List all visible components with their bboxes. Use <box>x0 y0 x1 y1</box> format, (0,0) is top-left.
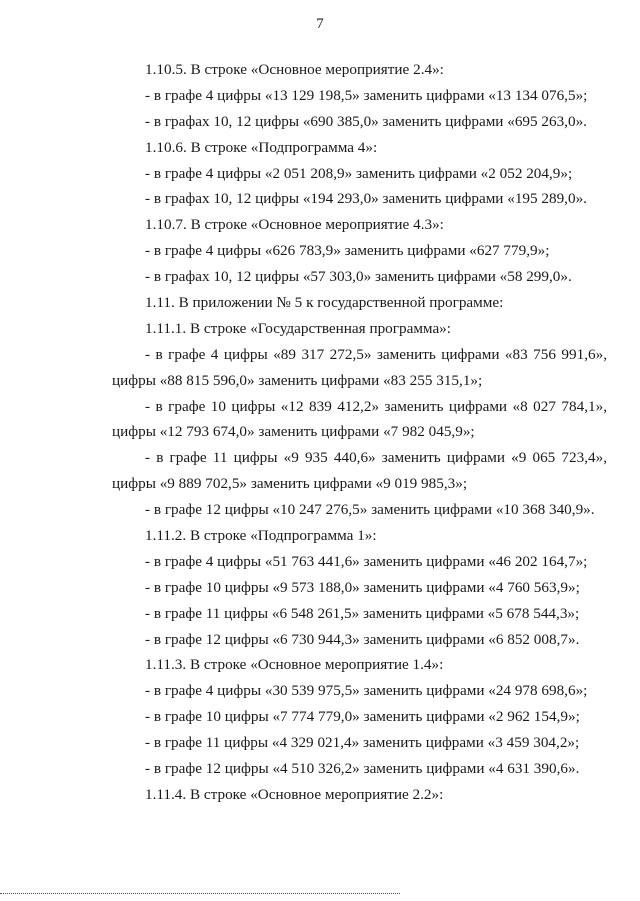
document-line: цифры «12 793 674,0» заменить цифрами «7 982 045,9»; <box>112 423 475 441</box>
document-line: цифры «88 815 596,0» заменить цифрами «83 255 315,1»; <box>112 371 483 389</box>
document-line: 1.10.5. В строке «Основное мероприятие 2.4»: <box>145 61 444 78</box>
document-line: 1.10.7. В строке «Основное мероприятие 4.3»: <box>145 216 444 234</box>
document-line: - в графе 10 цифры «9 573 188,0» заменить цифрами «4 760 563,9»; <box>145 578 580 596</box>
document-line: 1.11.1. В строке «Государственная программа»: <box>145 319 451 337</box>
document-line: цифры «9 889 702,5» заменить цифрами «9 019 985,3»; <box>112 475 468 493</box>
document-line: - в графе 11 цифры «9 935 440,6» заменить цифрами «9 065 723,4», <box>145 449 607 467</box>
document-line: - в графе 10 цифры «12 839 412,2» заменить цифрами «8 027 784,1», <box>145 397 607 415</box>
document-line: - в графах 10, 12 цифры «194 293,0» заменить цифрами «195 289,0». <box>145 190 587 208</box>
document-line: - в графе 11 цифры «4 329 021,4» заменить цифрами «3 459 304,2»; <box>145 734 580 752</box>
document-line: 1.10.6. В строке «Подпрограмма 4»: <box>145 138 378 156</box>
document-line: - в графе 4 цифры «2 051 208,9» заменить цифрами «2 052 204,9»; <box>145 164 573 182</box>
document-line: - в графе 12 цифры «10 247 276,5» заменить цифрами «10 368 340,9». <box>145 501 595 519</box>
document-line: - в графе 4 цифры «51 763 441,6» заменить цифрами «46 202 164,7»; <box>145 552 588 570</box>
document-line: - в графе 4 цифры «13 129 198,5» заменить цифрами «13 134 076,5»; <box>145 86 588 104</box>
document-line: 1.11.3. В строке «Основное мероприятие 1.4»: <box>145 656 444 674</box>
footer-rule <box>0 893 400 894</box>
document-line: - в графе 10 цифры «7 774 779,0» заменить цифрами «2 962 154,9»; <box>145 708 580 726</box>
document-line: - в графе 4 цифры «626 783,9» заменить цифрами «627 779,9»; <box>145 242 550 260</box>
document-body <box>0 57 640 808</box>
document-line: 1.11. В приложении № 5 к государственной программе: <box>145 294 504 312</box>
document-line: - в графе 11 цифры «6 548 261,5» заменить цифрами «5 678 544,3»; <box>145 604 580 622</box>
page-number: 7 <box>316 16 324 32</box>
document-line: - в графе 4 цифры «30 539 975,5» заменить цифрами «24 978 698,6»; <box>145 682 588 700</box>
document-line: - в графе 4 цифры «89 317 272,5» заменить цифрами «83 756 991,6», <box>145 345 607 363</box>
document-line: 1.11.4. В строке «Основное мероприятие 2.2»: <box>145 785 444 803</box>
document-line: - в графе 12 цифры «6 730 944,3» заменить цифрами «6 852 008,7». <box>145 630 580 648</box>
document-line: - в графе 12 цифры «4 510 326,2» заменить цифрами «4 631 390,6». <box>145 760 580 778</box>
document-line: - в графах 10, 12 цифры «690 385,0» заменить цифрами «695 263,0». <box>145 112 587 130</box>
document-line: - в графах 10, 12 цифры «57 303,0» заменить цифрами «58 299,0». <box>145 268 572 286</box>
document-line: 1.11.2. В строке «Подпрограмма 1»: <box>145 527 377 545</box>
